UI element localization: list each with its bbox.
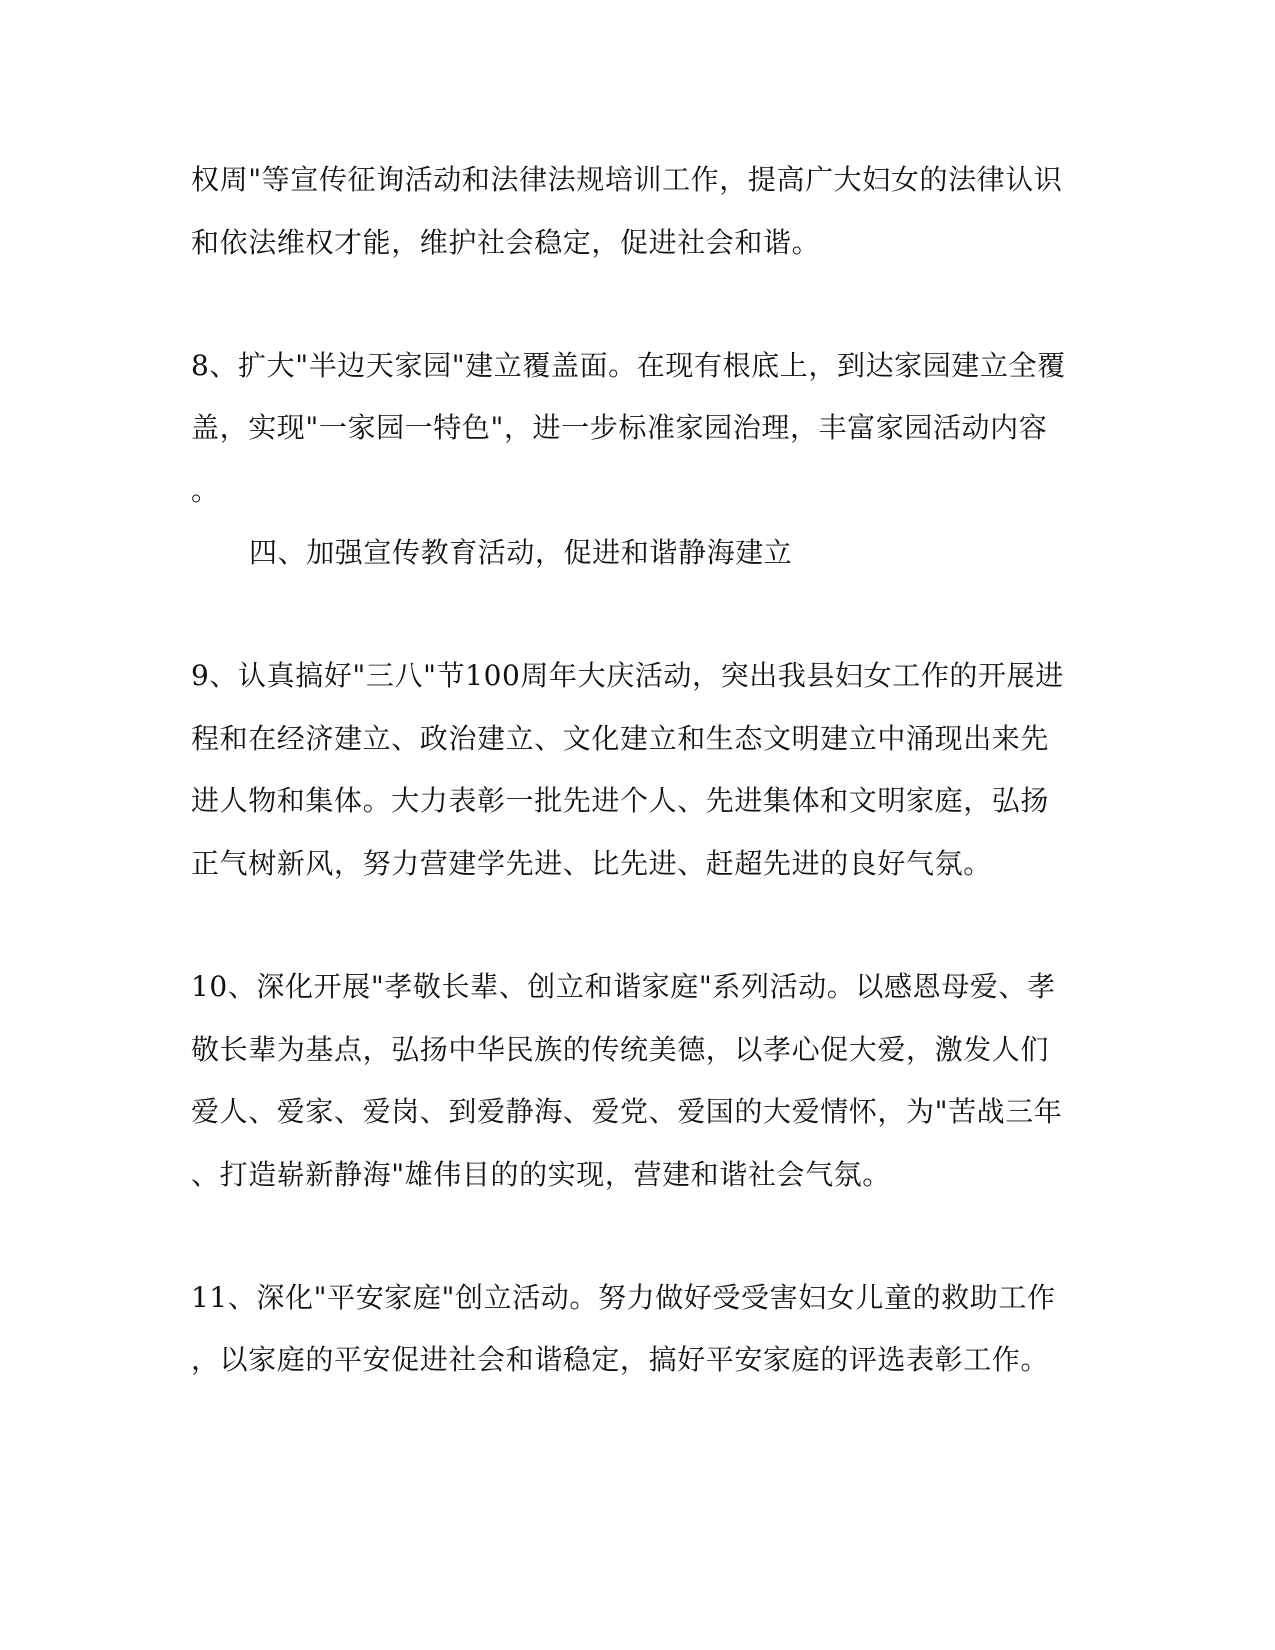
text-line: 、打造崭新静海"雄伟目的的实现，营建和谐社会气氛。 [191,1158,891,1191]
text-line: ，以家庭的平安促进社会和谐稳定，搞好平安家庭的评选表彰工作。 [191,1343,1050,1376]
text-line: 和依法维权才能，维护社会稳定，促进社会和谐。 [191,226,821,259]
list-item-11-line: 11、深化"平安家庭"创立活动。努力做好受受害妇女儿童的救助工作 [191,1281,1056,1314]
section-heading: 四、加强宣传教育活动，促进和谐静海建立 [249,536,793,569]
text-line: 权周"等宣传征询活动和法律法规培训工作，提高广大妇女的法律认识 [191,163,1063,196]
text-line: 进人物和集体。大力表彰一批先进个人、先进集体和文明家庭，弘扬 [191,784,1050,817]
list-item-8-line: 8、扩大"半边天家园"建立覆盖面。在现有根底上，到达家园建立全覆 [191,349,1066,382]
list-item-10-line: 10、深化开展"孝敬长辈、创立和谐家庭"系列活动。以感恩母爱、孝 [191,970,1056,1003]
text-line: 盖，实现"一家园一特色"，进一步标准家园治理，丰富家园活动内容 [191,411,1048,444]
text-line: 。 [191,474,220,507]
text-line: 敬长辈为基点，弘扬中华民族的传统美德，以孝心促大爱，激发人们 [191,1033,1050,1066]
text-line: 爱人、爱家、爱岗、到爱静海、爱党、爱国的大爱情怀，为"苦战三年 [191,1095,1063,1128]
text-line: 正气树新风，努力营建学先进、比先进、赶超先进的良好气氛。 [191,847,992,880]
text-line: 程和在经济建立、政治建立、文化建立和生态文明建立中涌现出来先 [191,722,1050,755]
list-item-9-line: 9、认真搞好"三八"节100周年大庆活动，突出我县妇女工作的开展进 [191,659,1064,692]
